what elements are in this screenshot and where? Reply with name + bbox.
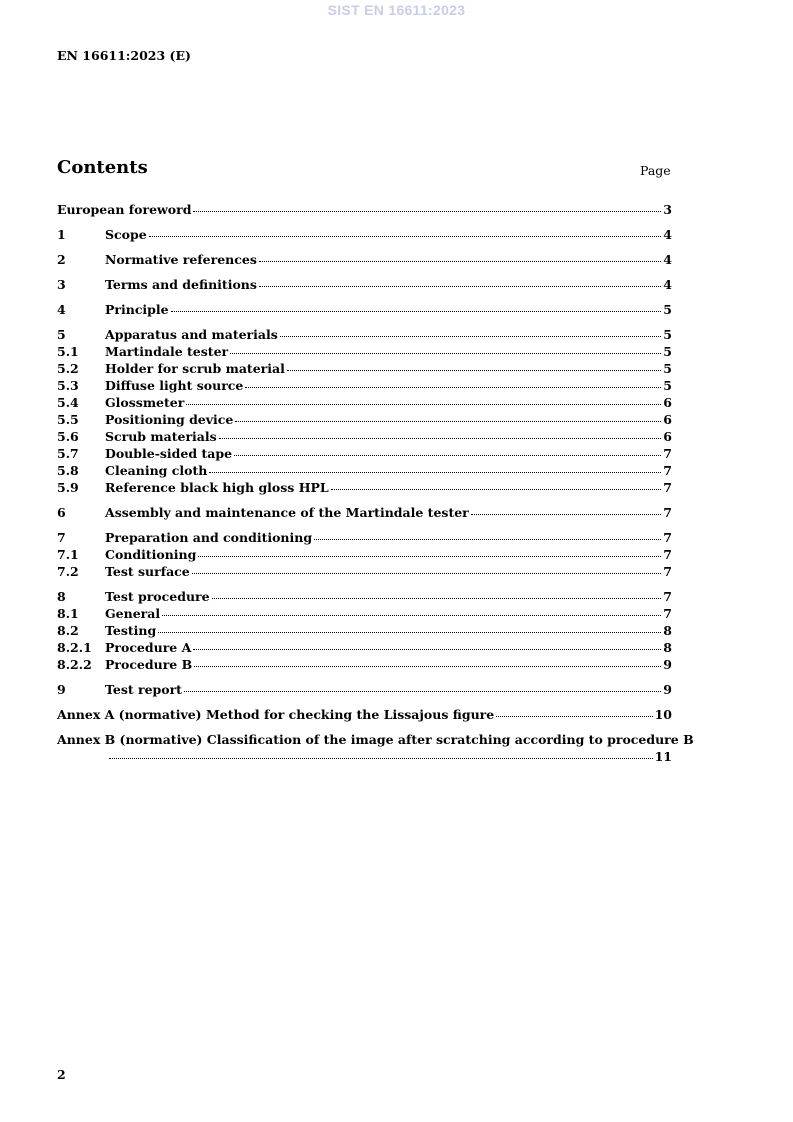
table-of-contents [57, 201, 694, 765]
toc-entry-title: Test report [105, 682, 182, 697]
toc-entry-page: 8 [663, 640, 672, 655]
toc-entry-title: Annex B (normative) Classification of the image after scratching according to procedure B [57, 732, 694, 747]
toc-leader-dots [331, 478, 662, 490]
toc-leader-dots [193, 638, 661, 650]
toc-leader-dots [109, 747, 653, 759]
toc-entry[interactable] [57, 276, 672, 293]
toc-entry-page: 5 [663, 327, 672, 342]
document-id: EN 16611:2023 (E) [57, 48, 191, 63]
toc-entry-title: Normative references [105, 252, 257, 267]
toc-entry-number: 4 [57, 302, 66, 317]
toc-entry-title: Terms and definitions [105, 277, 257, 292]
toc-entry-page: 9 [663, 682, 672, 697]
toc-entry-page: 7 [663, 547, 672, 562]
toc-entry[interactable] [57, 622, 672, 639]
toc-entry-title: Procedure A [105, 640, 192, 655]
toc-entry-number: 5.7 [57, 446, 79, 461]
toc-entry[interactable] [57, 504, 672, 521]
toc-leader-dots [186, 393, 661, 405]
toc-entry-page: 5 [663, 361, 672, 376]
toc-entry-title: Positioning device [105, 412, 234, 427]
toc-entries [57, 201, 672, 723]
toc-entry-page: 5 [663, 378, 672, 393]
toc-entry-page: 4 [663, 227, 672, 242]
toc-entry[interactable] [57, 326, 672, 343]
toc-entry-title: Assembly and maintenance of the Martindale tester [105, 505, 469, 520]
toc-entry-continuation [57, 748, 672, 765]
toc-entry-title: Annex A (normative) Method for checking the Lissajous figure [57, 707, 495, 722]
toc-leader-dots [471, 503, 662, 515]
toc-entry-number: 5.8 [57, 463, 79, 478]
contents-heading: Contents [57, 157, 148, 178]
toc-entry-title: Procedure B [105, 657, 193, 672]
toc-entry-number: 8.2.1 [57, 640, 92, 655]
toc-entry[interactable] [57, 605, 672, 622]
toc-entry-page: 8 [663, 623, 672, 638]
toc-entry-page: 10 [654, 707, 672, 722]
toc-entry-page: 7 [663, 505, 672, 520]
toc-entry-number: 5.5 [57, 412, 79, 427]
toc-leader-dots [245, 376, 661, 388]
toc-entry-number: 9 [57, 682, 66, 697]
toc-entry-title: Reference black high gloss HPL [105, 480, 329, 495]
toc-entry[interactable] [57, 479, 672, 496]
toc-entry-number: 7 [57, 530, 66, 545]
toc-leader-dots [496, 705, 652, 717]
toc-entry-title: General [105, 606, 161, 621]
toc-entry-page: 4 [663, 277, 672, 292]
toc-leader-dots [230, 342, 661, 354]
toc-entry-page: 7 [663, 606, 672, 621]
toc-entry-number: 5.9 [57, 480, 79, 495]
toc-entry-page: 7 [663, 446, 672, 461]
toc-leader-dots [314, 528, 661, 540]
toc-entry[interactable] [57, 563, 672, 580]
toc-entry-number: 6 [57, 505, 66, 520]
toc-leader-dots [235, 410, 661, 422]
toc-leader-dots [162, 604, 661, 616]
toc-entry[interactable] [57, 377, 672, 394]
toc-leader-dots [280, 325, 662, 337]
toc-entry[interactable] [57, 706, 672, 723]
toc-leader-dots [194, 655, 661, 667]
toc-leader-dots [287, 359, 661, 371]
toc-entry-page: 4 [663, 252, 672, 267]
toc-leader-dots [149, 225, 662, 237]
toc-entry-page: 7 [663, 564, 672, 579]
toc-entry-page: 7 [663, 463, 672, 478]
toc-entry[interactable] [57, 343, 672, 360]
toc-entry-title: Testing [105, 623, 157, 638]
toc-entry[interactable] [57, 394, 672, 411]
toc-entry-title: Diffuse light source [105, 378, 244, 393]
toc-entry-title: Scrub materials [105, 429, 217, 444]
toc-leader-dots [209, 461, 661, 473]
toc-leader-dots [192, 562, 662, 574]
toc-entry-number: 5.1 [57, 344, 79, 359]
toc-entry-page: 5 [663, 302, 672, 317]
toc-entry[interactable] [57, 462, 672, 479]
toc-entry[interactable] [57, 251, 672, 268]
toc-entry-page: 7 [663, 589, 672, 604]
toc-entry-number: 5.3 [57, 378, 79, 393]
toc-entry[interactable] [57, 226, 672, 243]
toc-leader-dots [219, 427, 662, 439]
toc-entry-page: 3 [663, 202, 672, 217]
toc-entry[interactable] [57, 428, 672, 445]
toc-entry-number: 5.6 [57, 429, 79, 444]
toc-entry[interactable] [57, 201, 672, 218]
toc-leader-dots [193, 200, 661, 212]
toc-entry-number: 2 [57, 252, 66, 267]
toc-leader-dots [234, 444, 661, 456]
toc-entry-page: 6 [663, 429, 672, 444]
toc-entry-number: 8 [57, 589, 66, 604]
toc-leader-dots [198, 545, 661, 557]
toc-entry[interactable] [57, 588, 672, 605]
page-number: 2 [57, 1067, 66, 1082]
toc-entry-annex-b[interactable] [57, 731, 694, 765]
toc-entry[interactable] [57, 445, 672, 462]
toc-entry-number: 5.4 [57, 395, 79, 410]
toc-entry-title: Conditioning [105, 547, 197, 562]
toc-entry-title: Scope [105, 227, 147, 242]
toc-leader-dots [171, 300, 662, 312]
toc-leader-dots [184, 680, 661, 692]
toc-entry[interactable] [57, 681, 672, 698]
toc-entry[interactable] [57, 411, 672, 428]
toc-entry-title: Test surface [105, 564, 190, 579]
toc-entry-page: 7 [663, 480, 672, 495]
toc-entry-number: 5 [57, 327, 66, 342]
toc-entry[interactable] [57, 301, 672, 318]
toc-entry[interactable] [57, 360, 672, 377]
toc-leader-dots [212, 587, 662, 599]
toc-entry-number: 8.1 [57, 606, 79, 621]
toc-entry-title: Double-sided tape [105, 446, 233, 461]
toc-entry[interactable] [57, 656, 672, 673]
toc-entry-number: 5.2 [57, 361, 79, 376]
toc-entry-title: Principle [105, 302, 169, 317]
page-column-label: Page [640, 163, 671, 178]
toc-entry-page: 11 [654, 749, 672, 764]
toc-entry[interactable] [57, 639, 672, 656]
toc-entry-number: 8.2.2 [57, 657, 92, 672]
toc-leader-dots [259, 250, 661, 262]
toc-entry-page: 6 [663, 412, 672, 427]
toc-entry-title: Holder for scrub material [105, 361, 285, 376]
toc-entry-number: 3 [57, 277, 66, 292]
toc-entry-title: Martindale tester [105, 344, 229, 359]
toc-entry-page: 7 [663, 530, 672, 545]
toc-entry-title: Cleaning cloth [105, 463, 208, 478]
toc-entry-number: 8.2 [57, 623, 79, 638]
toc-entry-page: 9 [663, 657, 672, 672]
toc-entry-page: 6 [663, 395, 672, 410]
toc-entry-number: 7.2 [57, 564, 79, 579]
toc-entry[interactable] [57, 529, 672, 546]
toc-entry-number: 1 [57, 227, 66, 242]
toc-leader-dots [259, 275, 661, 287]
toc-entry-title: Preparation and conditioning [105, 530, 313, 545]
toc-entry[interactable] [57, 546, 672, 563]
toc-entry-title: European foreword [57, 202, 192, 217]
toc-entry-title: Glossmeter [105, 395, 185, 410]
toc-leader-dots [158, 621, 661, 633]
watermark: SIST EN 16611:2023 [327, 2, 466, 18]
toc-entry-title: Apparatus and materials [105, 327, 278, 342]
toc-entry-page: 5 [663, 344, 672, 359]
toc-entry-number: 7.1 [57, 547, 79, 562]
toc-entry-title: Test procedure [105, 589, 210, 604]
